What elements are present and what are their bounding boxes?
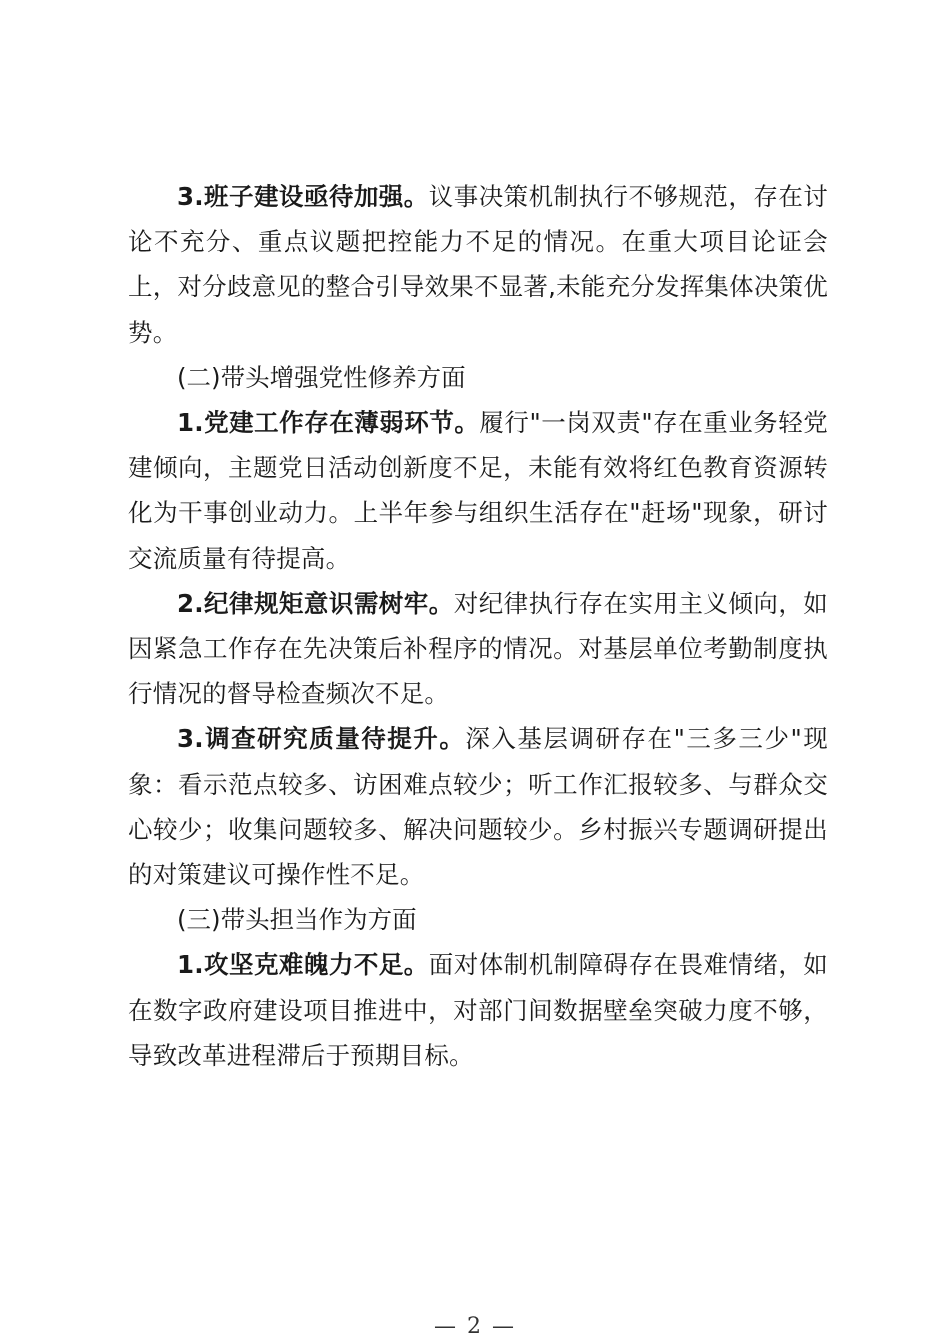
paragraph-item [128,942,828,1078]
paragraph-text: 对纪律执行存在实用主义倾向，如因紧急工作存在先决策后补程序的情况。对基层单位考勤制度执行情况的督导检查频次不足。 [128,588,828,709]
paragraph-text: 履行"一岗双责"存在重业务轻党建倾向，主题党日活动创新度不足，未能有效将红色教育资源转化为干事创业动力。上半年参与组织生活存在"赶场"现象，研讨交流质量有待提高。 [128,408,829,573]
document-body [128,174,828,1078]
paragraph-lead: 1.党建工作存在薄弱环节。 [177,408,480,438]
paragraph-item [128,716,828,897]
page-number: — 2 — [434,1314,516,1339]
paragraph-text: 深入基层调研存在"三多三少"现象：看示范点较多、访困难点较少；听工作汇报较多、与群众交心较少；收集问题较多、解决问题较少。乡村振兴专题调研提出的对策建议可操作性不足。 [128,724,828,890]
paragraph-item [128,400,828,581]
paragraph-lead: 3.调查研究质量待提升。 [177,724,466,754]
paragraph-lead: 2.纪律规矩意识需树牢。 [177,588,454,618]
section-heading: (二)带头增强党性修养方面 [177,362,466,392]
paragraph-item [128,174,828,355]
paragraph-item [128,581,828,717]
paragraph-text: 议事决策机制执行不够规范，存在讨论不充分、重点议题把控能力不足的情况。在重大项目论证会上，对分歧意见的整合引导效果不显著,未能充分发挥集体决策优势。 [128,182,828,347]
section-heading: (三)带头担当作为方面 [177,905,417,935]
paragraph-lead: 1.攻坚克难魄力不足。 [177,950,429,980]
paragraph-lead: 3.班子建设亟待加强。 [177,182,429,211]
paragraph-text: 面对体制机制障碍存在畏难情绪，如在数字政府建设项目推进中，对部门间数据壁垒突破力度不够，导致改革进程滞后于预期目标。 [128,950,828,1070]
